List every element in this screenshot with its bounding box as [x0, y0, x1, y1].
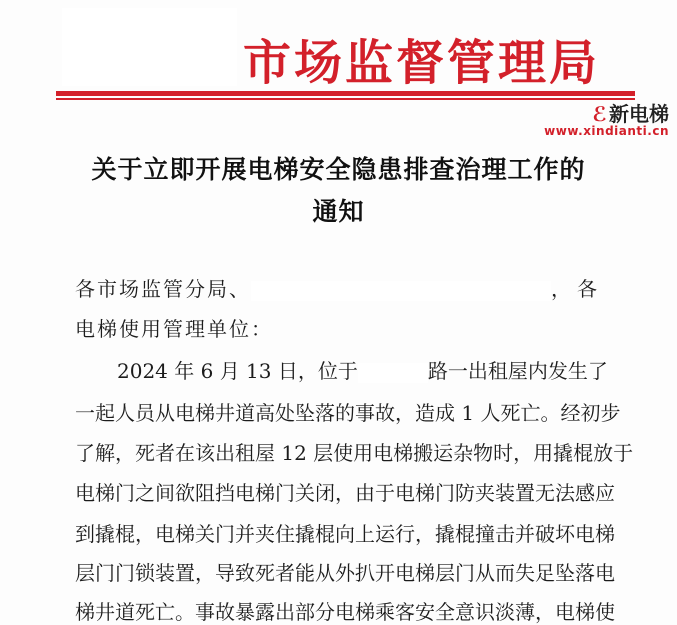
- document-title-line1: 关于立即开展电梯安全隐患排查治理工作的: [91, 155, 586, 184]
- paragraph-line: 电梯门之间欲阻挡电梯门关闭，由于电梯门防夹装置无法感应: [75, 481, 615, 505]
- document-title-line2: 通知: [312, 197, 365, 226]
- watermark: [544, 103, 669, 138]
- paragraph-line: 到撬棍，电梯关门并夹住撬棍向上运行，撬棍撞击并破坏电梯: [75, 522, 615, 546]
- redacted-region-logo: [62, 8, 237, 86]
- paragraph-line: 2024 年 6 月 13 日，位于 路一出租屋内发生了: [117, 359, 608, 383]
- watermark-brand: 新电梯: [609, 102, 669, 126]
- paragraph-line: 梯井道死亡。事故暴露出部分电梯乘客安全意识淡薄，电梯使: [75, 600, 615, 624]
- salutation-line2: 电梯使用管理单位：: [75, 317, 273, 341]
- paragraph-line: 层门门锁装置，导致死者能从外扒开电梯层门从而失足坠落电: [75, 561, 615, 585]
- header-thick-rule: [56, 91, 635, 96]
- watermark-logo-icon: ℰ: [592, 102, 607, 126]
- paragraph-line: 了解，死者在该出租屋 12 层使用电梯搬运杂物时，用撬棍放于: [75, 441, 634, 465]
- redacted-region: [358, 363, 428, 383]
- issuing-authority-name: 市场监督管理局: [243, 35, 601, 91]
- paragraph-line: 一起人员从电梯井道高处坠落的事故，造成 1 人死亡。经初步: [75, 401, 621, 425]
- watermark-url: www.xindianti.cn: [544, 124, 669, 138]
- redacted-region: [251, 281, 551, 301]
- salutation-line1: 各市场监管分局、 ，各: [75, 277, 603, 301]
- header-thin-rule: [56, 98, 635, 100]
